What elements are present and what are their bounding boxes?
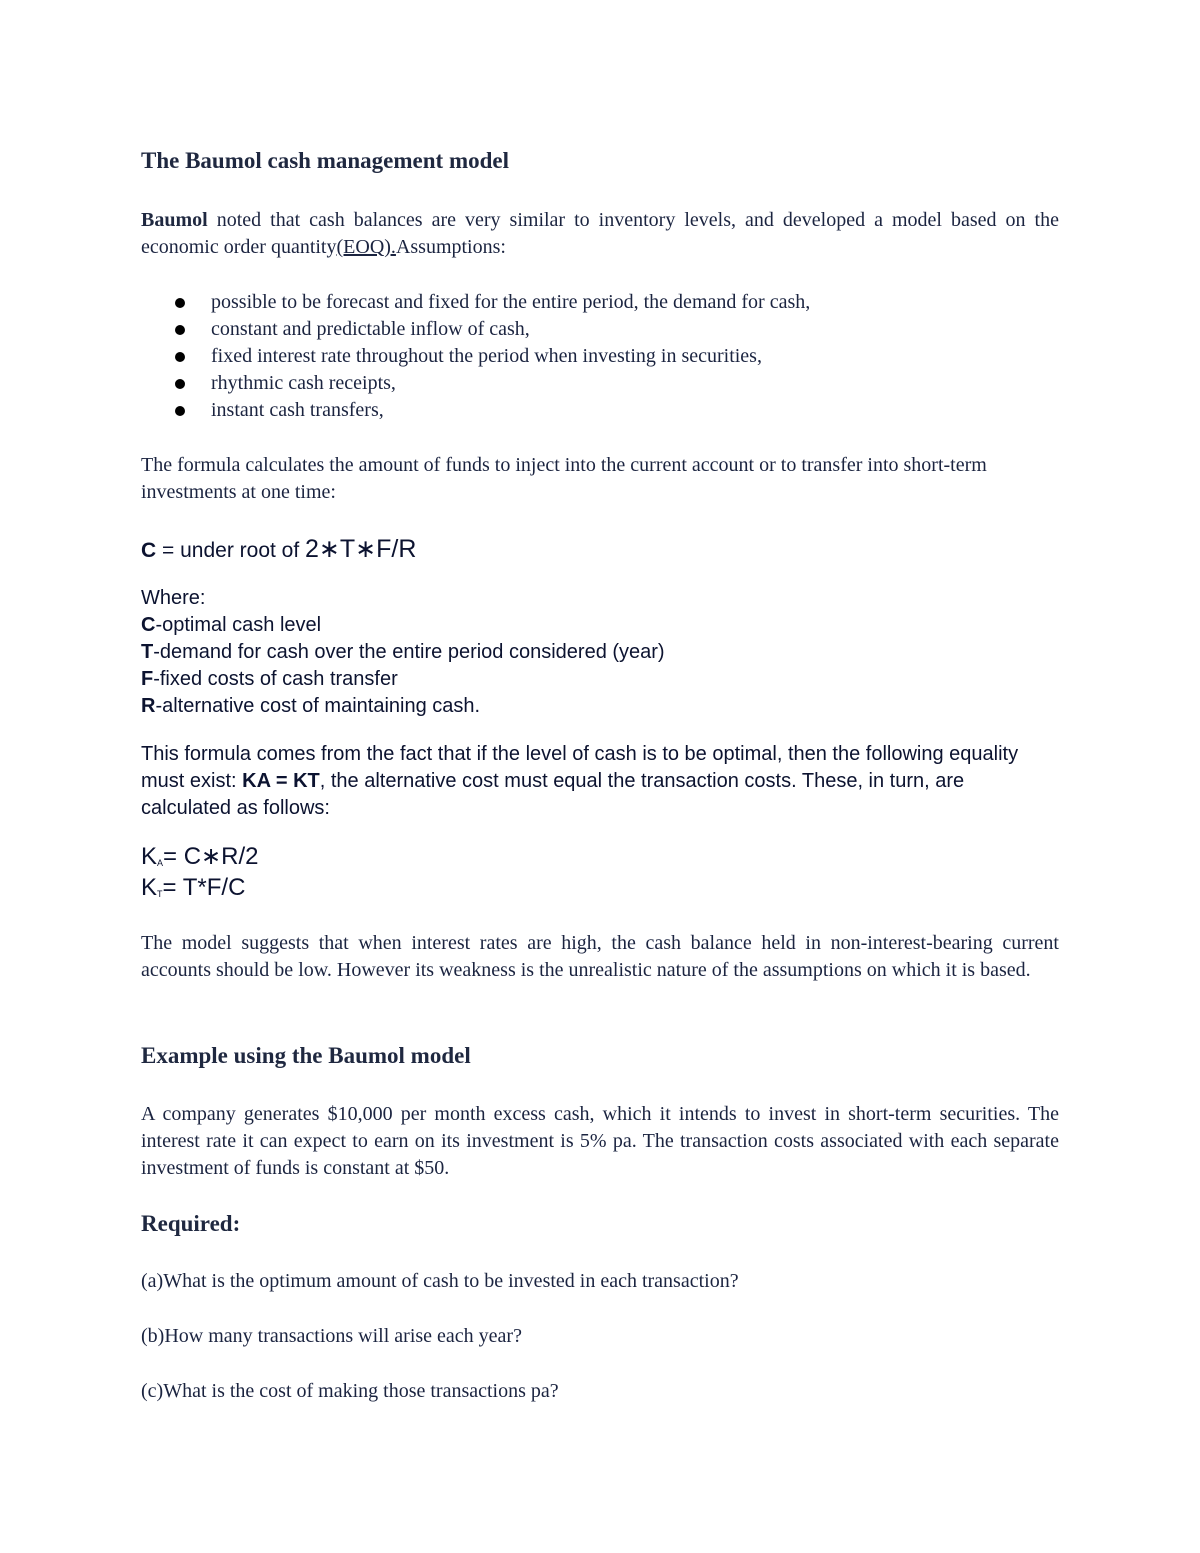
kt-formula bbox=[141, 873, 1059, 909]
definition-symbol: C bbox=[141, 614, 156, 636]
assumption-text: rhythmic cash receipts, bbox=[211, 372, 396, 394]
definition-text: -optimal cash level bbox=[155, 614, 322, 636]
formula-text: = under root of bbox=[156, 539, 306, 562]
eoq-link[interactable]: (EOQ). bbox=[336, 236, 396, 258]
required-heading: Required: bbox=[141, 1211, 241, 1236]
where-label: Where: bbox=[141, 587, 206, 609]
assumption-text: instant cash transfers, bbox=[211, 399, 384, 421]
bullet-icon bbox=[175, 352, 185, 362]
definition-row bbox=[141, 612, 1059, 639]
definition-text: -alternative cost of maintaining cash. bbox=[155, 695, 481, 717]
list-item bbox=[141, 316, 1059, 343]
kt-k: K bbox=[141, 874, 158, 901]
definition-row bbox=[141, 666, 1059, 693]
intro-paragraph bbox=[141, 207, 1059, 261]
definition-text: -demand for cash over the entire period considered (year) bbox=[153, 641, 665, 663]
formula-expression: 2∗T∗F/R bbox=[305, 535, 417, 563]
intro-text: noted that cash balances are very similar to inventory levels, and developed a model based on the economic order quantity bbox=[141, 209, 1059, 258]
question-b: (b)How many transactions will arise each year? bbox=[141, 1325, 522, 1347]
kt-subscript: T bbox=[157, 889, 163, 899]
equality-paragraph bbox=[141, 741, 1059, 822]
example-paragraph: A company generates $10,000 per month excess cash, which it intends to invest in short-term securities. The interest rate it can expect to earn on its investment is 5% pa. The transaction costs associated with each separate investment of funds is constant at $50. bbox=[141, 1103, 1059, 1179]
variable-definitions bbox=[141, 585, 1059, 720]
page-title: The Baumol cash management model bbox=[141, 148, 509, 173]
intro-bold-term: Baumol bbox=[141, 209, 208, 231]
equality-formula: KA = KT bbox=[242, 770, 320, 792]
assumption-text: fixed interest rate throughout the period when investing in securities, bbox=[211, 345, 762, 367]
bullet-icon bbox=[175, 379, 185, 389]
definition-text: -fixed costs of cash transfer bbox=[153, 668, 398, 690]
list-item bbox=[141, 289, 1059, 316]
list-item bbox=[141, 343, 1059, 370]
example-heading: Example using the Baumol model bbox=[141, 1043, 471, 1068]
assumption-text: possible to be forecast and fixed for the entire period, the demand for cash, bbox=[211, 291, 811, 313]
definition-symbol: T bbox=[141, 641, 154, 663]
list-item bbox=[141, 370, 1059, 397]
definition-row bbox=[141, 693, 1059, 720]
equality-text-cont: , the alternative cost must equal the transaction costs. These, in turn, are calculated as follows: bbox=[141, 770, 965, 819]
equality-text: This formula comes from the fact that if the level of cash is to be optimal, then the following equality must exist: bbox=[141, 743, 1019, 792]
assumptions-list bbox=[141, 289, 1059, 424]
bullet-icon bbox=[175, 325, 185, 335]
question-c: (c)What is the cost of making those transactions pa? bbox=[141, 1380, 559, 1402]
ka-expression: = C∗R/2 bbox=[163, 843, 259, 870]
list-item bbox=[141, 397, 1059, 424]
formula-lhs: C bbox=[141, 539, 157, 562]
assumption-text: constant and predictable inflow of cash, bbox=[211, 318, 530, 340]
definition-symbol: F bbox=[141, 668, 154, 690]
intro-assumptions-label: Assumptions: bbox=[395, 236, 506, 258]
question-a: (a)What is the optimum amount of cash to be invested in each transaction? bbox=[141, 1270, 739, 1292]
ka-k: K bbox=[141, 843, 158, 870]
ka-subscript: A bbox=[157, 858, 164, 868]
definition-symbol: R bbox=[141, 695, 156, 717]
model-note-paragraph: The model suggests that when interest rates are high, the cash balance held in non-interest-bearing current accounts should be low. However its weakness is the unrealistic nature of the assumptions on which it is based. bbox=[141, 932, 1059, 981]
formula-line bbox=[141, 534, 1059, 566]
definition-row bbox=[141, 639, 1059, 666]
formula-intro-paragraph: The formula calculates the amount of funds to inject into the current account or to transfer into short-term investments at one time: bbox=[141, 454, 987, 503]
bullet-icon bbox=[175, 406, 185, 416]
bullet-icon bbox=[175, 298, 185, 308]
kt-expression: = T*F/C bbox=[162, 874, 246, 901]
